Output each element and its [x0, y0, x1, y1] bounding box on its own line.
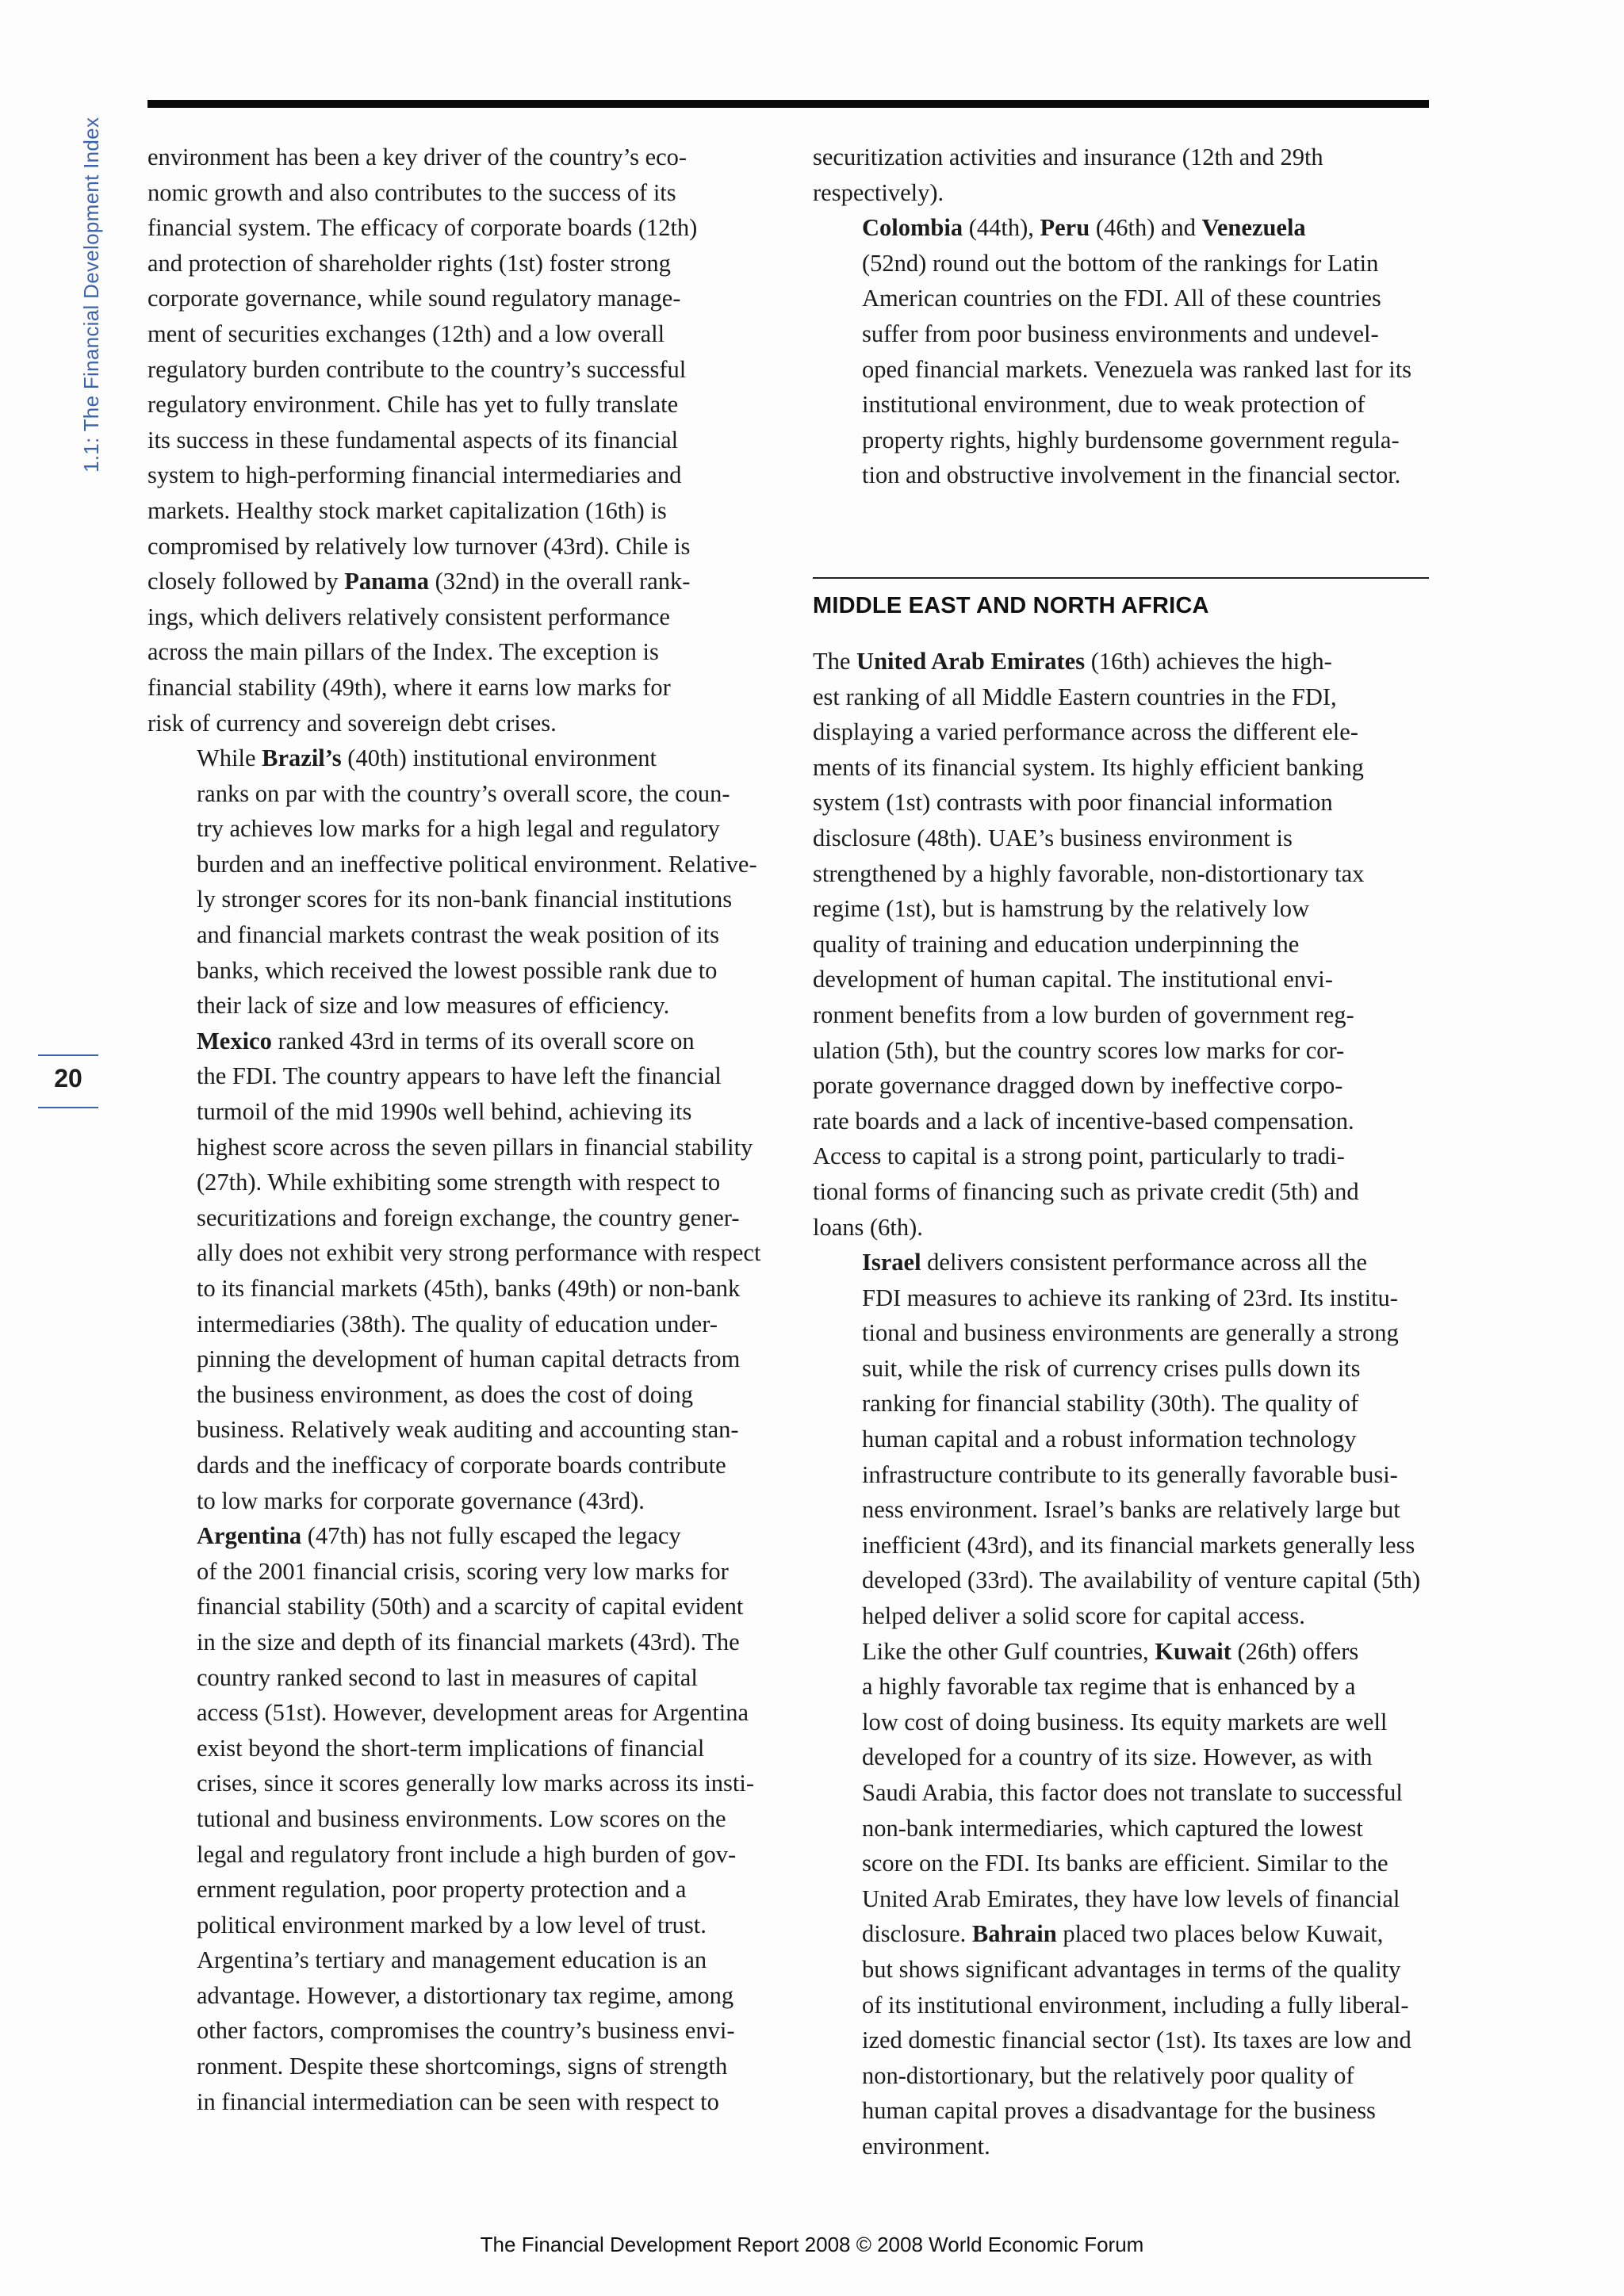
text-line: but shows significant advantages in terms of the quality	[862, 1955, 1401, 1983]
text-line: ulation (5th), but the country scores low marks for cor-	[813, 1036, 1345, 1064]
text-line: markets. Healthy stock market capitalization (16th) is	[147, 496, 667, 524]
right-column-top	[813, 140, 1429, 493]
text-line: and protection of shareholder rights (1st) foster strong	[147, 249, 671, 277]
text-line: tion and obstructive involvement in the financial sector.	[862, 461, 1401, 489]
section-heading: MIDDLE EAST AND NORTH AFRICA	[813, 593, 1209, 618]
text-line: human capital proves a disadvantage for the business	[862, 2097, 1376, 2125]
text-line: the business environment, as does the cost of doing	[197, 1380, 693, 1408]
text-line: regulatory environment. Chile has yet to fully translate	[147, 391, 679, 419]
header-rule	[147, 100, 1429, 108]
text-line: disclosure (48th). UAE’s business environment is	[813, 824, 1293, 851]
country-name-israel: Israel	[862, 1249, 921, 1276]
text-line: non-bank intermediaries, which captured the lowest	[862, 1814, 1363, 1842]
country-name-uae: United Arab Emirates	[856, 648, 1086, 675]
text-line: nomic growth and also contributes to the success of its	[147, 178, 676, 206]
text-line: ranks on par with the country’s overall score, the coun-	[197, 779, 730, 807]
text-line: its success in these fundamental aspects of its financial	[147, 426, 679, 453]
text-line: suit, while the risk of currency crises pulls down its	[862, 1354, 1361, 1382]
country-name-bahrain: Bahrain	[971, 1920, 1057, 1948]
country-name-mexico: Mexico	[197, 1027, 272, 1054]
text-line: suffer from poor business environments and undevel-	[862, 320, 1379, 347]
text-line: system to high-performing financial intermediaries and	[147, 461, 682, 489]
country-name-panama: Panama	[344, 568, 429, 595]
text-line: Mexico ranked 43rd in terms of its overall score on	[197, 1027, 695, 1054]
paragraph-chile	[147, 140, 763, 740]
text-line: displaying a varied performance across the different ele-	[813, 718, 1358, 746]
text-line: financial stability (50th) and a scarcity of capital evident	[197, 1593, 744, 1621]
text-line: country ranked second to last in measures of capital	[197, 1663, 698, 1691]
paragraph-uae	[813, 644, 1429, 1245]
text-line: development of human capital. The institutional envi-	[813, 966, 1333, 993]
text-line: crises, since it scores generally low marks across its insti-	[197, 1770, 755, 1797]
text-line: risk of currency and sovereign debt crises.	[147, 709, 557, 737]
paragraph-brazil	[147, 740, 763, 1024]
text-line: Access to capital is a strong point, particularly to tradi-	[813, 1142, 1345, 1170]
text-line: low cost of doing business. Its equity markets are well	[862, 1708, 1388, 1735]
page-number: 20	[54, 1064, 82, 1093]
text-line: helped deliver a solid score for capital access.	[862, 1602, 1305, 1630]
text-line: advantage. However, a distortionary tax regime, among	[197, 1981, 734, 2009]
text-line: ronment. Despite these shortcomings, signs of strength	[197, 2053, 728, 2080]
text-line: Colombia (44th), Peru (46th) and Venezuela	[862, 214, 1306, 242]
paragraph-kuwait-bahrain	[813, 1634, 1429, 2164]
text-line: a highly favorable tax regime that is enhanced by a	[862, 1673, 1356, 1701]
text-line: ronment benefits from a low burden of government reg-	[813, 1001, 1354, 1028]
text-line: securitizations and foreign exchange, the country gener-	[197, 1203, 740, 1231]
paragraph-israel	[813, 1245, 1429, 1634]
page-number-rule-top	[38, 1054, 98, 1056]
text-line: (27th). While exhibiting some strength with respect to	[197, 1169, 721, 1196]
text-line: their lack of size and low measures of efficiency.	[197, 992, 670, 1020]
text-line: developed (33rd). The availability of venture capital (5th)	[862, 1567, 1421, 1594]
text-line: regulatory burden contribute to the country’s successful	[147, 355, 687, 383]
country-name-brazil: Brazil’s	[262, 744, 342, 772]
text-line: loans (6th).	[813, 1213, 923, 1241]
text-line: compromised by relatively low turnover (43rd). Chile is	[147, 532, 691, 560]
page-number-rule-bottom	[38, 1107, 98, 1108]
text-line: Israel delivers consistent performance across all the	[862, 1249, 1367, 1276]
text-line: (52nd) round out the bottom of the rankings for Latin	[862, 249, 1379, 277]
text-line: ings, which delivers relatively consistent performance	[147, 603, 670, 630]
paragraph-mexico	[147, 1024, 763, 1518]
text-line: ness environment. Israel’s banks are relatively large but	[862, 1496, 1400, 1524]
country-name-argentina: Argentina	[197, 1522, 302, 1550]
text-line: respectively).	[813, 178, 944, 206]
text-line: banks, which received the lowest possible rank due to	[197, 956, 718, 984]
text-line: disclosure. Bahrain placed two places below Kuwait,	[862, 1920, 1384, 1948]
page-footer: The Financial Development Report 2008 © 2008 World Economic Forum	[480, 2233, 1144, 2256]
text-line: ment of securities exchanges (12th) and a low overall	[147, 320, 665, 347]
country-name-peru: Peru	[1040, 214, 1090, 242]
left-column	[147, 140, 763, 2119]
text-line: ernment regulation, poor property protection and a	[197, 1876, 687, 1904]
text-line: institutional environment, due to weak protection of	[862, 391, 1365, 419]
text-line: tional forms of financing such as private credit (5th) and	[813, 1177, 1359, 1205]
text-line: pinning the development of human capital detracts from	[197, 1345, 741, 1373]
text-line: in the size and depth of its financial markets (43rd). The	[197, 1628, 740, 1655]
text-line: turmoil of the mid 1990s well behind, achieving its	[197, 1098, 692, 1126]
text-line: tutional and business environments. Low scores on the	[197, 1804, 726, 1832]
text-line: est ranking of all Middle Eastern countries in the FDI,	[813, 683, 1337, 710]
text-line: infrastructure contribute to its generally favorable busi-	[862, 1460, 1398, 1488]
country-name-kuwait: Kuwait	[1155, 1637, 1231, 1665]
text-line: intermediaries (38th). The quality of education under-	[197, 1310, 718, 1337]
text-line: corporate governance, while sound regulatory manage-	[147, 285, 681, 312]
text-line: exist beyond the short-term implications of financial	[197, 1734, 705, 1762]
text-line: ized domestic financial sector (1st). Its taxes are low and	[862, 2026, 1411, 2054]
text-line: of the 2001 financial crisis, scoring very low marks for	[197, 1557, 729, 1585]
text-line: environment.	[862, 2132, 990, 2160]
text-line: Argentina (47th) has not fully escaped the legacy	[197, 1522, 681, 1550]
text-line: financial system. The efficacy of corporate boards (12th)	[147, 214, 698, 242]
text-line: ranking for financial stability (30th). The quality of	[862, 1390, 1359, 1418]
text-line: strengthened by a highly favorable, non-distortionary tax	[813, 859, 1365, 887]
text-line: Like the other Gulf countries, Kuwait (26th) offers	[862, 1637, 1359, 1665]
text-line: try achieves low marks for a high legal and regulatory	[197, 815, 720, 843]
text-line: United Arab Emirates, they have low levels of financial	[862, 1885, 1400, 1912]
paragraph-argentina	[147, 1518, 763, 2119]
text-line: oped financial markets. Venezuela was ranked last for its	[862, 355, 1412, 383]
text-line: burden and an ineffective political environment. Relative-	[197, 850, 757, 878]
country-name-venezuela: Venezuela	[1201, 214, 1306, 242]
text-line: in financial intermediation can be seen with respect to	[197, 2087, 719, 2115]
text-line: regime (1st), but is hamstrung by the relatively low	[813, 895, 1309, 923]
text-line: ly stronger scores for its non-bank financial institutions	[197, 886, 733, 913]
paragraph-securitization-continued	[813, 140, 1429, 210]
text-line: system (1st) contrasts with poor financial information	[813, 789, 1333, 817]
text-line: dards and the inefficacy of corporate boards contribute	[197, 1451, 726, 1479]
text-line: and financial markets contrast the weak position of its	[197, 921, 719, 949]
text-line: rate boards and a lack of incentive-based compensation.	[813, 1107, 1354, 1135]
running-section-label: 1.1: The Financial Development Index	[79, 117, 103, 473]
text-line: Saudi Arabia, this factor does not translate to successful	[862, 1779, 1403, 1806]
text-line: human capital and a robust information technology	[862, 1425, 1357, 1453]
text-line: quality of training and education underpinning the	[813, 930, 1300, 958]
country-name-colombia: Colombia	[862, 214, 963, 242]
paragraph-colombia-peru-venezuela	[813, 210, 1429, 493]
text-line: porate governance dragged down by ineffective corpo-	[813, 1072, 1343, 1100]
text-line: developed for a country of its size. However, as with	[862, 1743, 1373, 1771]
text-line: Argentina’s tertiary and management education is an	[197, 1946, 707, 1974]
text-line: legal and regulatory front include a high burden of gov-	[197, 1840, 737, 1868]
text-line: property rights, highly burdensome government regula-	[862, 426, 1400, 453]
text-line: highest score across the seven pillars in financial stability	[197, 1133, 753, 1161]
text-line: American countries on the FDI. All of these countries	[862, 285, 1381, 312]
right-column-mena	[813, 644, 1429, 2164]
text-line: the FDI. The country appears to have left the financial	[197, 1062, 722, 1090]
text-line: The United Arab Emirates (16th) achieves the high-	[813, 648, 1332, 675]
text-line: non-distortionary, but the relatively poor quality of	[862, 2061, 1354, 2089]
text-line: closely followed by Panama (32nd) in the overall rank-	[147, 568, 691, 595]
text-line: to its financial markets (45th), banks (49th) or non-bank	[197, 1275, 741, 1302]
text-line: financial stability (49th), where it earns low marks for	[147, 673, 671, 701]
text-line: to low marks for corporate governance (43rd).	[197, 1487, 645, 1514]
text-line: securitization activities and insurance (12th and 29th	[813, 144, 1323, 170]
text-line: other factors, compromises the country’s business envi-	[197, 2017, 735, 2045]
section-rule	[813, 577, 1429, 579]
text-line: While Brazil’s (40th) institutional environment	[197, 744, 657, 772]
text-line: access (51st). However, development areas for Argentina	[197, 1699, 749, 1727]
text-line: tional and business environments are generally a strong	[862, 1319, 1399, 1347]
text-line: score on the FDI. Its banks are efficient. Similar to the	[862, 1850, 1388, 1877]
text-line: political environment marked by a low level of trust.	[197, 1911, 707, 1938]
text-line: of its institutional environment, including a fully liberal-	[862, 1991, 1409, 2019]
text-line: across the main pillars of the Index. The exception is	[147, 638, 659, 666]
text-line: FDI measures to achieve its ranking of 23rd. Its institu-	[862, 1284, 1398, 1311]
text-line: business. Relatively weak auditing and accounting stan-	[197, 1416, 739, 1444]
text-line: environment has been a key driver of the country’s eco-	[147, 144, 688, 170]
text-line: ally does not exhibit very strong performance with respect	[197, 1239, 761, 1267]
text-line: inefficient (43rd), and its financial markets generally less	[862, 1531, 1415, 1559]
text-line: ments of its financial system. Its highly efficient banking	[813, 753, 1364, 781]
